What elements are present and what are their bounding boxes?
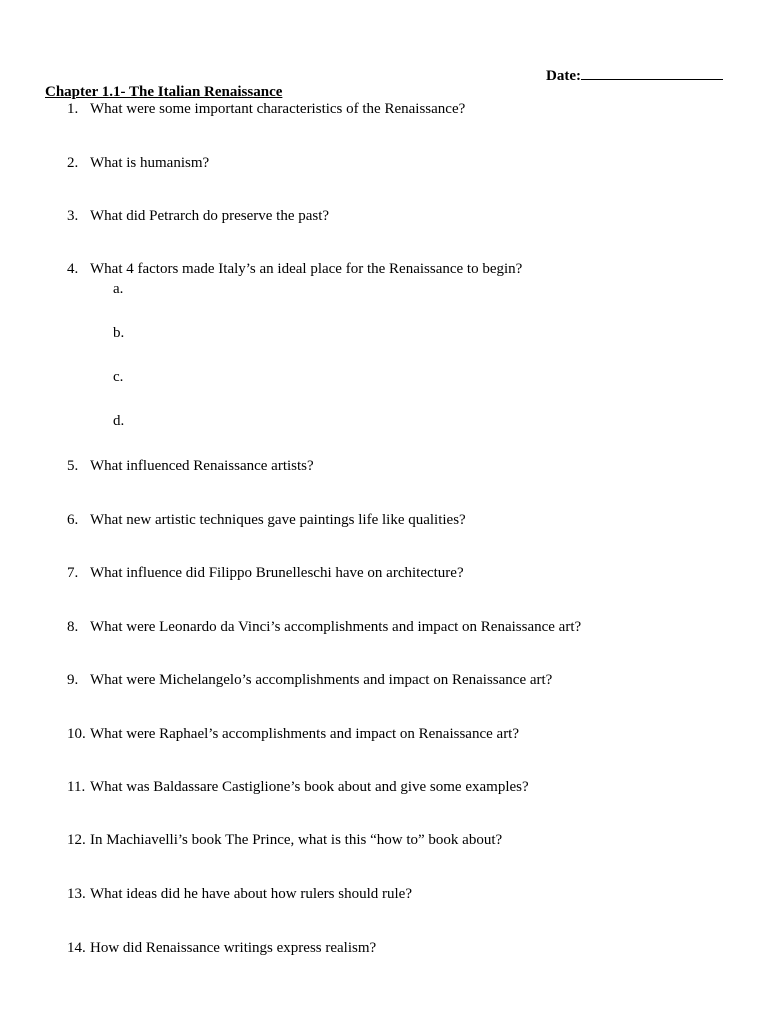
worksheet-title: Chapter 1.1- The Italian Renaissance [45,84,283,100]
question-number: 11. [67,779,86,795]
date-field [546,66,723,85]
question-item [67,619,581,636]
date-label: Date: [546,68,581,84]
question-item [67,672,552,689]
question-item [67,940,376,957]
question-number: 2. [67,155,79,171]
question-number: 13. [67,886,86,902]
question-number: 8. [67,619,79,635]
sub-item-label: a. [113,281,124,297]
question-item [67,779,529,796]
question-text: What were Leonardo da Vinci’s accomplishments and impact on Renaissance art? [90,619,582,635]
question-number: 9. [67,672,79,688]
question-number: 10. [67,726,86,742]
question-item [67,208,329,225]
question-number: 3. [67,208,79,224]
question-text: What 4 factors made Italy’s an ideal place for the Renaissance to begin? [90,261,523,277]
question-number: 14. [67,940,86,956]
question-number: 6. [67,512,79,528]
question-number: 12. [67,832,86,848]
sub-item-label: b. [113,325,125,341]
sub-item-label: c. [113,369,124,385]
question-text: How did Renaissance writings express realism? [90,940,377,956]
question-number: 1. [67,101,79,117]
question-text: What did Petrarch do preserve the past? [90,208,330,224]
date-blank-line [581,66,723,80]
question-text: What were Raphael’s accomplishments and impact on Renaissance art? [90,726,520,742]
question-text: What is humanism? [90,155,210,171]
question-item [67,458,314,475]
question-text: What ideas did he have about how rulers should rule? [90,886,412,902]
question-item [67,261,522,278]
question-item [67,726,519,743]
question-text: What influence did Filippo Brunelleschi have on architecture? [90,565,464,581]
question-number: 5. [67,458,79,474]
question-text: What were Michelangelo’s accomplishments and impact on Renaissance art? [90,672,553,688]
question-number: 7. [67,565,79,581]
question-text: What new artistic techniques gave paintings life like qualities? [90,512,466,528]
question-text: What influenced Renaissance artists? [90,458,314,474]
question-text: In Machiavelli’s book The Prince, what is this “how to” book about? [90,832,503,848]
question-item [67,886,412,903]
question-item [67,565,464,582]
question-item [67,155,209,172]
sub-item-label: d. [113,413,125,429]
question-text: What was Baldassare Castiglione’s book about and give some examples? [90,779,529,795]
question-item [67,101,465,118]
question-item [67,832,502,849]
question-number: 4. [67,261,79,277]
question-text: What were some important characteristics of the Renaissance? [90,101,466,117]
question-item [67,512,466,529]
